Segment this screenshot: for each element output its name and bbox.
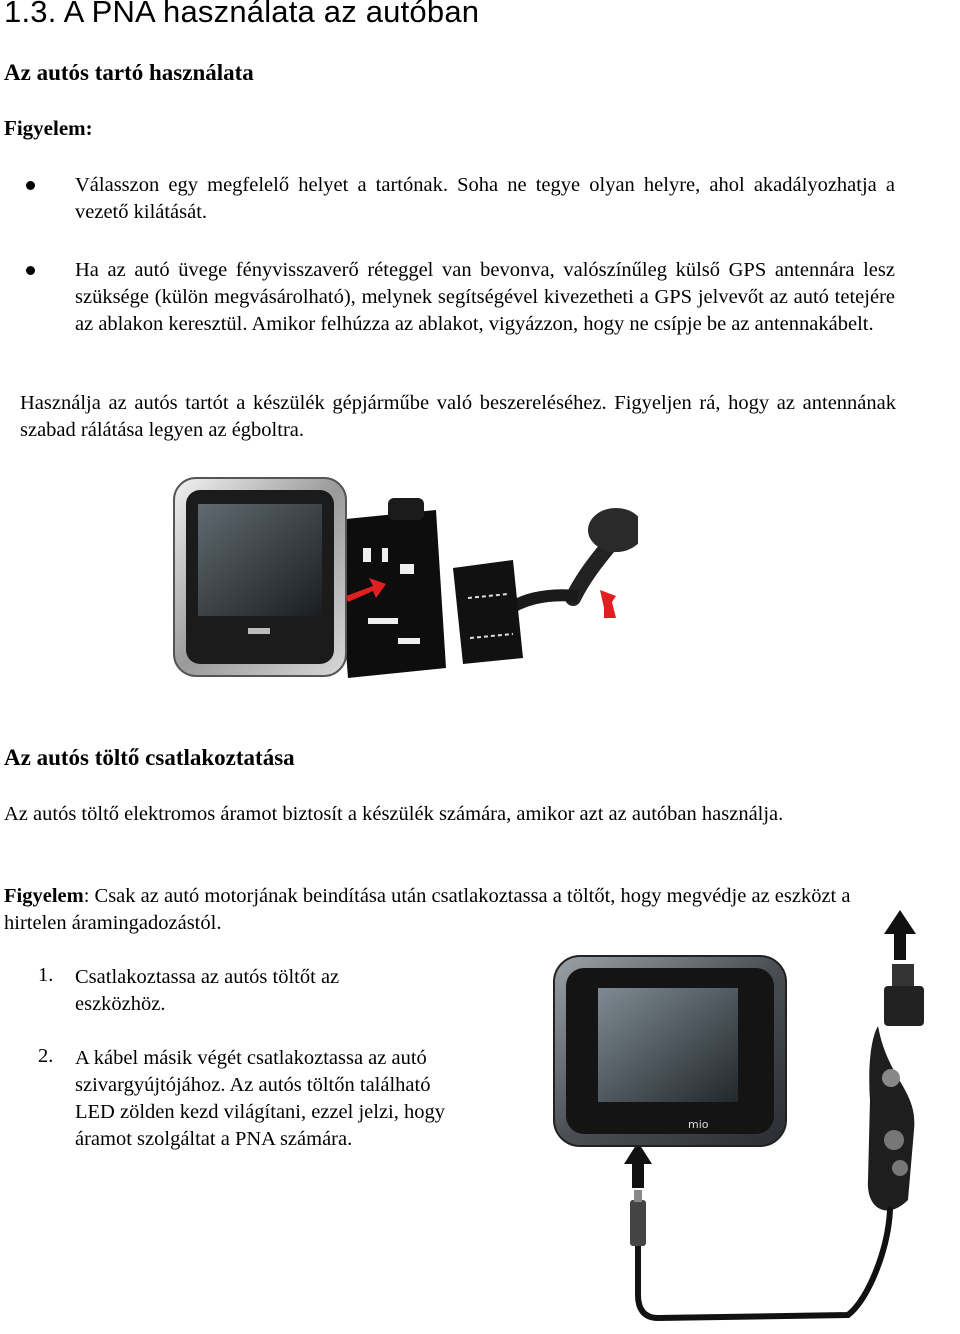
charger-caution-text: : Csak az autó motorjának beindítása után csatlakoztassa a töltőt, hogy megvédje az eszközt a hirtelen áramingadozástól.	[4, 885, 851, 934]
charger-caution-label: Figyelem	[4, 885, 84, 907]
car-mount-illustration	[168, 468, 638, 708]
bullet-item-2: Ha az autó üvege fényvisszaverő réteggel van bevonva, valószínűleg külső GPS antennára lesz szüksége (külön megvásárolható), melynek segítségével kivezetheti a GPS jelvevőt az autó tetejére az ablakon keresztül. Amikor felhúzza az ablakot, vigyázzon, hogy ne csípje be az antennakábelt.	[75, 259, 895, 335]
step-text-2: A kábel másik végét csatlakoztassa az autó szivargyújtójához. Az autós töltőn található LED zölden kezd világítani, ezzel jelzi, hogy áramot szolgáltat a PNA számára.	[75, 1047, 445, 1150]
section-title: 1.3. A PNA használata az autóban	[4, 0, 480, 29]
step-number: 1.	[38, 964, 54, 986]
holder-heading: Az autós tartó használata	[4, 60, 254, 85]
bullet-dot	[26, 266, 35, 275]
step-number: 2.	[38, 1045, 54, 1067]
charger-heading: Az autós töltő csatlakoztatása	[4, 745, 295, 770]
bullet-dot	[26, 181, 35, 190]
car-mount-drawing	[168, 468, 638, 708]
charger-body-text: Az autós töltő elektromos áramot biztosít a készülék számára, amikor azt az autóban használja.	[4, 803, 784, 825]
bullet-item-1: Válasszon egy megfelelő helyet a tartónak. Soha ne tegye olyan helyre, ahol akadályozhatja a vezető kilátását.	[75, 174, 895, 223]
car-charger-illustration	[548, 900, 948, 1330]
caution-label: Figyelem:	[4, 116, 93, 140]
holder-body-text: Használja az autós tartót a készülék gépjárműbe való beszereléséhez. Figyeljen rá, hogy az antennának szabad rálátása legyen az égboltra.	[20, 392, 896, 441]
car-charger-drawing	[548, 900, 948, 1330]
device-logo: mio	[688, 1118, 709, 1131]
step-text-1: Csatlakoztassa az autós töltőt az eszközhöz.	[75, 966, 340, 1015]
